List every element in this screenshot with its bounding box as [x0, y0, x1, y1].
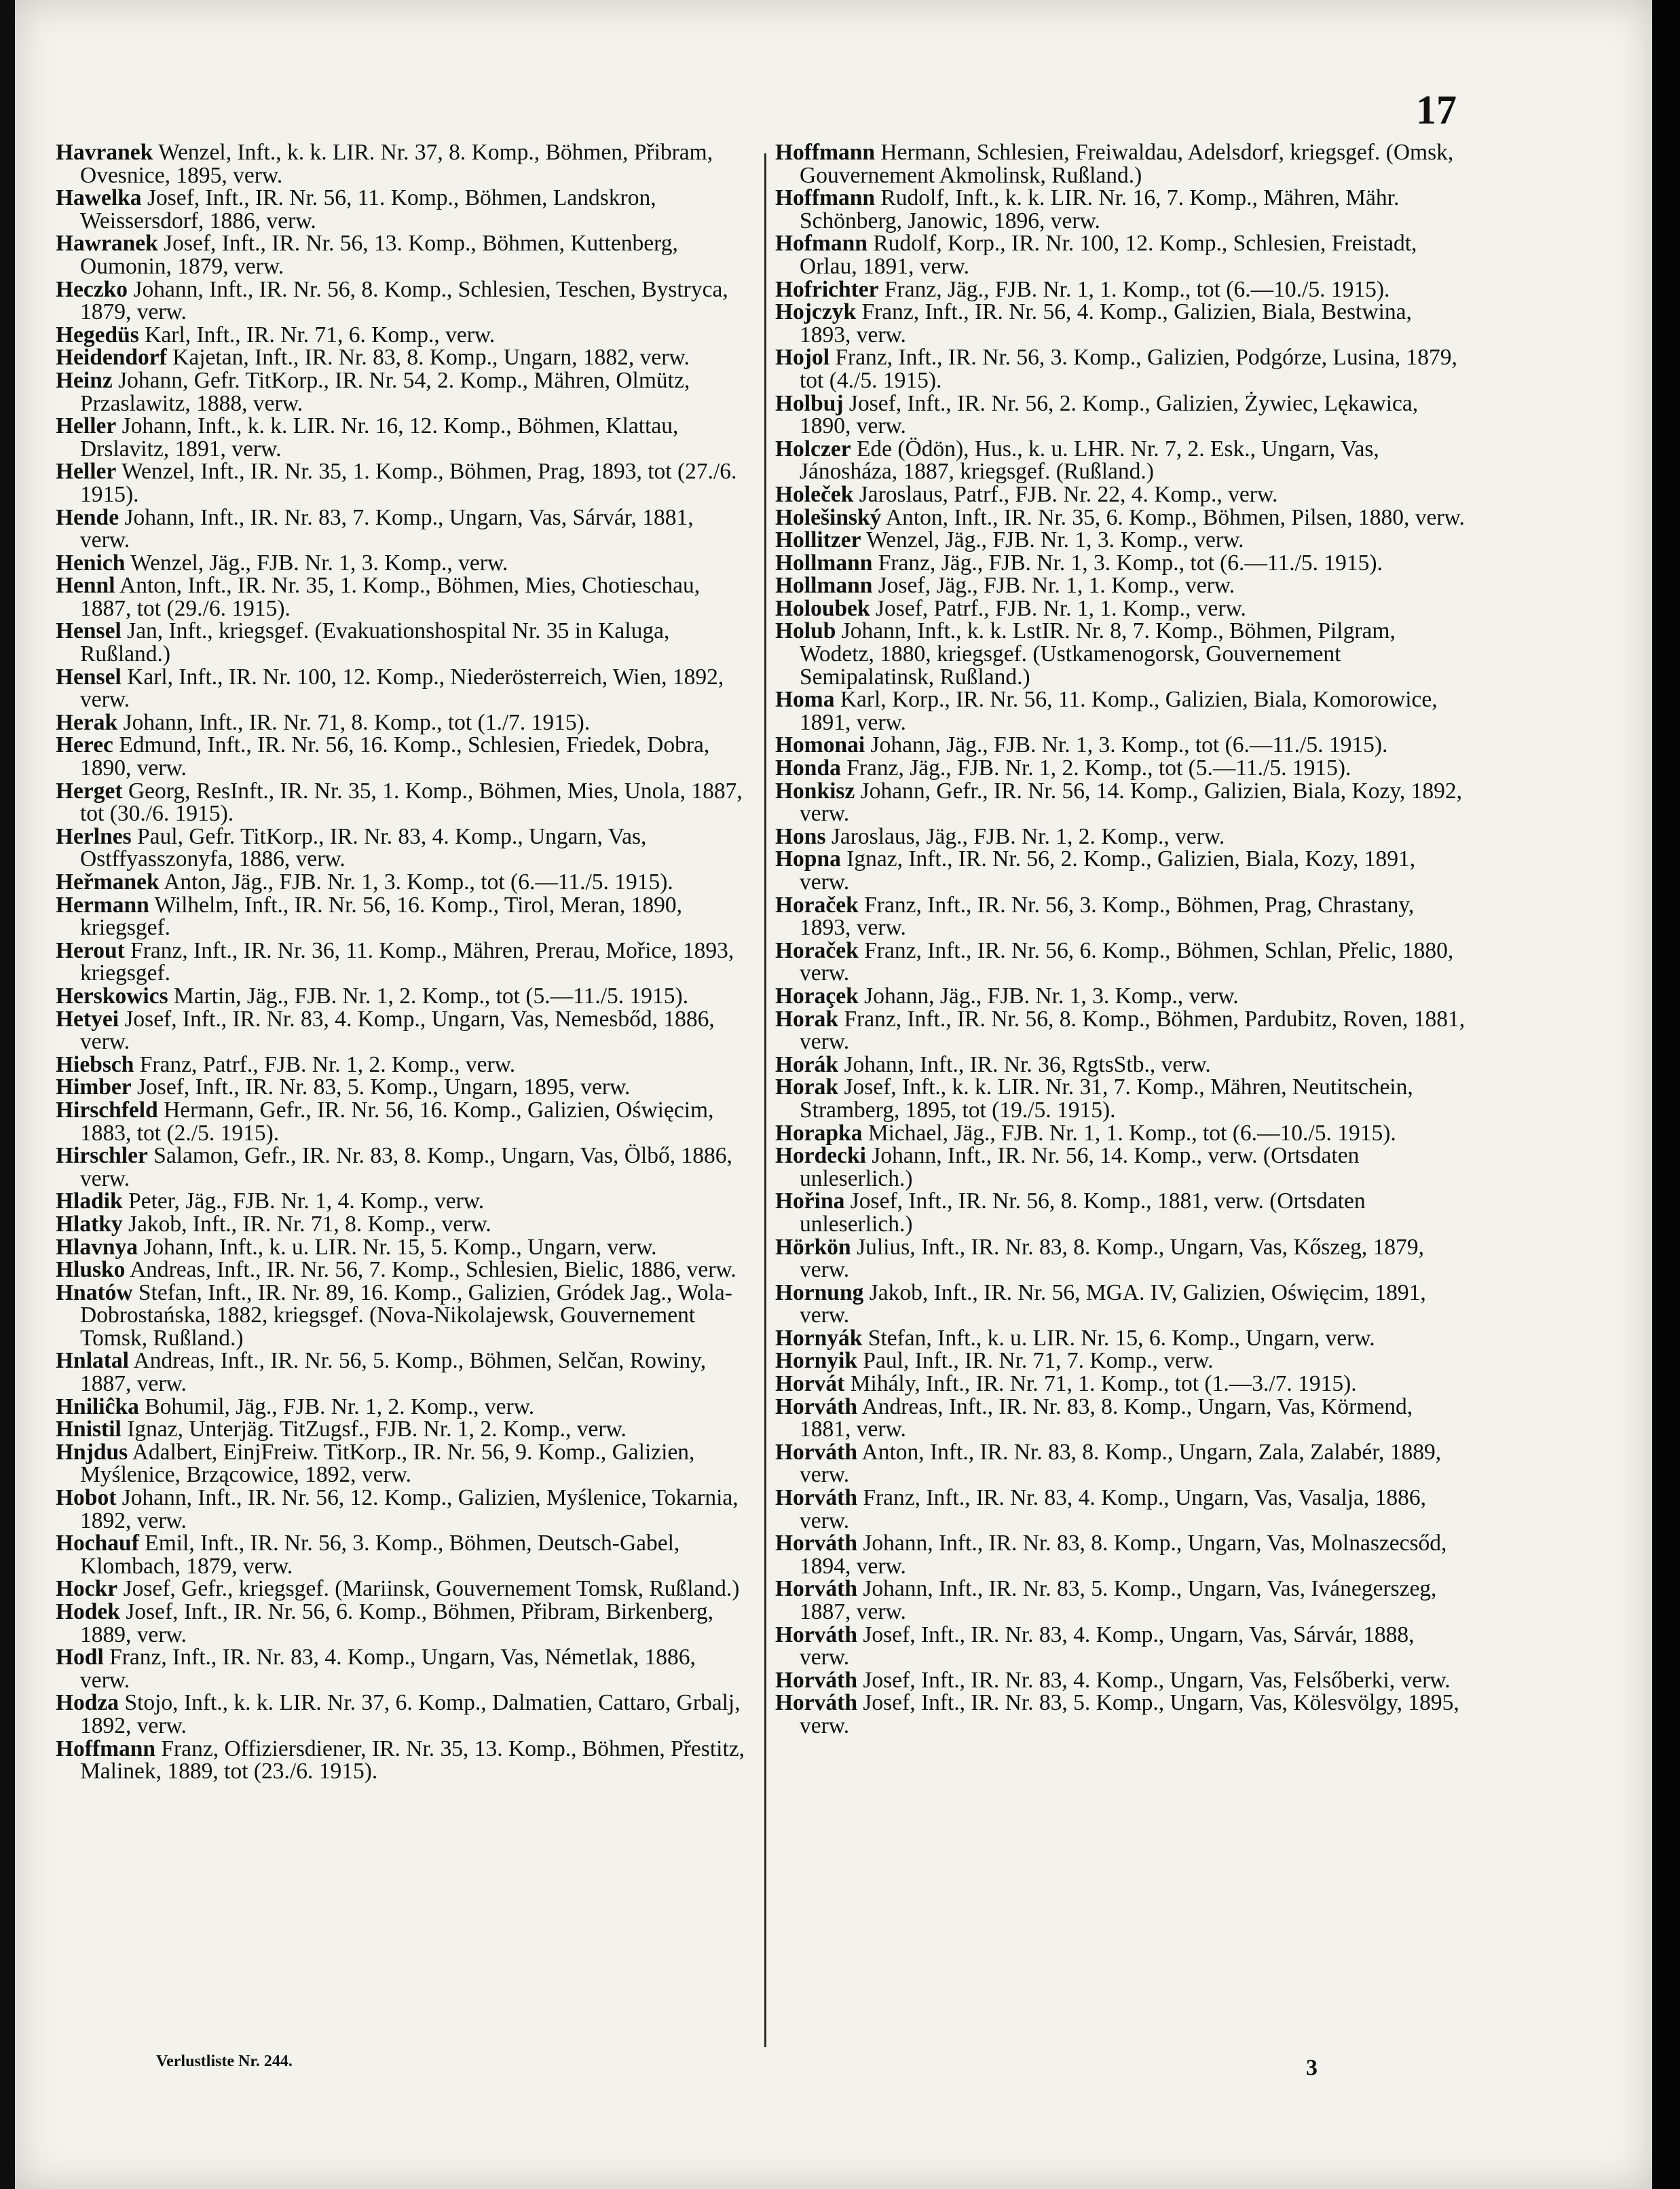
entry-details: Johann, Gefr., IR. Nr. 56, 14. Komp., Galizien, Biala, Kozy, 1892, verw. [800, 778, 1463, 827]
list-entry [56, 1646, 748, 1691]
entry-surname: Horváth [775, 1690, 857, 1716]
list-entry [56, 141, 748, 187]
list-entry [56, 1418, 748, 1441]
entry-details: Josef, Patrf., FJB. Nr. 1, 1. Komp., verw. [876, 595, 1246, 621]
list-entry [775, 1236, 1468, 1281]
entry-surname: Horak [775, 1074, 839, 1100]
entry-details: Karl, Korp., IR. Nr. 56, 11. Komp., Galizien, Biala, Komorowice, 1891, verw. [800, 687, 1438, 735]
entry-surname: Homonai [775, 732, 865, 758]
entry-details: Franz, Inft., IR. Nr. 56, 8. Komp., Böhmen, Pardubitz, Roven, 1881, verw. [800, 1006, 1466, 1055]
list-entry [56, 552, 748, 575]
entry-surname: Hnlatal [56, 1348, 129, 1374]
entry-details: Kajetan, Inft., IR. Nr. 83, 8. Komp., Ungarn, 1882, verw. [172, 345, 690, 371]
entry-surname: Havranek [56, 140, 153, 165]
list-entry [775, 1122, 1468, 1145]
footer-signature-mark: 3 [1306, 2055, 1318, 2080]
entry-details: Emil, Inft., IR. Nr. 56, 3. Komp., Böhmen, Deutsch-Gabel, Klombach, 1879, verw. [80, 1531, 680, 1579]
list-entry [56, 1441, 748, 1486]
list-entry [775, 483, 1468, 506]
entry-surname: Hodza [56, 1690, 119, 1716]
entry-surname: Hollitzer [775, 527, 861, 553]
entry-details: Franz, Inft., IR. Nr. 83, 4. Komp., Ungarn, Vas, Vasalja, 1886, verw. [800, 1485, 1426, 1533]
entry-surname: Horaçek [775, 983, 859, 1009]
entry-surname: Hoffmann [56, 1736, 156, 1761]
entry-details: Anton, Jäg., FJB. Nr. 1, 3. Komp., tot (6.—11./5. 1915). [164, 869, 673, 895]
entry-details: Stefan, Inft., k. u. LIR. Nr. 15, 6. Komp., Ungarn, verw. [867, 1325, 1375, 1351]
list-entry [56, 734, 748, 779]
entry-surname: Hordecki [775, 1143, 866, 1169]
entry-surname: Hojczyk [775, 299, 857, 325]
entry-details: Franz, Inft., IR. Nr. 83, 4. Komp., Ungarn, Vas, Németlak, 1886, verw. [80, 1645, 696, 1693]
entry-surname: Hopna [775, 846, 841, 872]
entry-details: Josef, Inft., IR. Nr. 83, 5. Komp., Ungarn, Vas, Kölesvölgy, 1895, verw. [800, 1690, 1459, 1738]
list-entry [56, 369, 748, 415]
entry-details: Stefan, Inft., IR. Nr. 89, 16. Komp., Galizien, Gródek Jag., Wola-Dobrostańska, 1882, kriegsgef. (Nova-Nikolajewsk, Gouvernement Tomsk, Rußland.) [80, 1279, 732, 1351]
entry-surname: Hollmann [775, 573, 873, 599]
entry-surname: Horapka [775, 1120, 863, 1146]
entry-surname: Hnatów [56, 1279, 133, 1305]
entry-details: Karl, Inft., IR. Nr. 71, 6. Komp., verw. [145, 322, 496, 348]
entry-surname: Herout [56, 937, 125, 963]
entry-details: Bohumil, Jäg., FJB. Nr. 1, 2. Komp., verw. [145, 1393, 535, 1419]
entry-details: Johann, Inft., IR. Nr. 83, 7. Komp., Ungarn, Vas, Sárvár, 1881, verw. [80, 504, 694, 553]
entry-details: Josef, Inft., IR. Nr. 83, 4. Komp., Ungarn, Vas, Sárvár, 1888, verw. [800, 1622, 1415, 1670]
entry-details: Johann, Inft., IR. Nr. 36, RgtsStb., verw. [844, 1051, 1211, 1077]
list-entry [56, 460, 748, 506]
entry-surname: Hiebsch [56, 1051, 134, 1077]
entry-surname: Hodl [56, 1645, 104, 1670]
entry-surname: Horváth [775, 1485, 857, 1511]
entry-surname: Hojol [775, 345, 830, 371]
list-entry [775, 1486, 1468, 1532]
entry-details: Wenzel, Inft., k. k. LIR. Nr. 37, 8. Komp., Böhmen, Přibram, Ovesnice, 1895, verw. [80, 140, 713, 188]
list-entry [775, 1327, 1468, 1350]
list-entry [775, 141, 1468, 187]
entry-details: Wenzel, Inft., IR. Nr. 35, 1. Komp., Böhmen, Prag, 1893, tot (27./6. 1915). [80, 459, 737, 507]
entry-details: Jaroslaus, Patrf., FJB. Nr. 22, 4. Komp., verw. [859, 481, 1278, 507]
entry-details: Andreas, Inft., IR. Nr. 56, 7. Komp., Schlesien, Bielic, 1886, verw. [129, 1257, 736, 1283]
list-entry [775, 939, 1468, 985]
entry-details: Julius, Inft., IR. Nr. 83, 8. Komp., Ungarn, Vas, Kőszeg, 1879, verw. [800, 1234, 1424, 1283]
entry-details: Johann, Inft., IR. Nr. 56, 8. Komp., Schlesien, Teschen, Bystryca, 1879, verw. [80, 276, 728, 325]
entry-details: Andreas, Inft., IR. Nr. 56, 5. Komp., Böhmen, Selčan, Rowiny, 1887, verw. [80, 1348, 707, 1397]
entry-details: Josef, Jäg., FJB. Nr. 1, 1. Komp., verw. [878, 573, 1235, 599]
entry-surname: Honda [775, 755, 841, 781]
list-entry [775, 688, 1468, 734]
entry-surname: Hochauf [56, 1531, 139, 1556]
entry-surname: Hockr [56, 1576, 118, 1602]
list-entry [775, 278, 1468, 301]
list-entry [56, 1486, 748, 1532]
entry-details: Johann, Jäg., FJB. Nr. 1, 3. Komp., verw. [864, 983, 1239, 1009]
entry-surname: Honkisz [775, 778, 855, 804]
entry-surname: Hollmann [775, 550, 873, 576]
entry-details: Franz, Patrf., FJB. Nr. 1, 2. Komp., verw. [139, 1051, 516, 1077]
entry-details: Johann, Inft., k. u. LIR. Nr. 15, 5. Komp., Ungarn, verw. [143, 1234, 657, 1260]
list-entry [775, 894, 1468, 939]
list-entry [56, 985, 748, 1008]
entry-surname: Horváth [775, 1576, 857, 1602]
entry-surname: Horaček [775, 892, 859, 918]
entry-details: Jakob, Inft., IR. Nr. 56, MGA. IV, Galizien, Oświęcim, 1891, verw. [800, 1279, 1426, 1328]
list-entry [56, 232, 748, 278]
entry-details: Johann, Inft., IR. Nr. 83, 8. Komp., Ungarn, Vas, Molnaszecsőd, 1894, verw. [800, 1531, 1447, 1579]
list-entry [56, 1577, 748, 1601]
entry-details: Wilhelm, Inft., IR. Nr. 56, 16. Komp., Tirol, Meran, 1890, kriegsgef. [80, 892, 683, 941]
list-entry [56, 1008, 748, 1053]
list-entry [775, 757, 1468, 780]
entry-surname: Heidendorf [56, 345, 167, 371]
list-entry [56, 1281, 748, 1350]
list-entry [56, 1601, 748, 1646]
list-entry [775, 529, 1468, 552]
list-entry [56, 1258, 748, 1281]
entry-surname: Horaček [775, 937, 859, 963]
list-entry [56, 894, 748, 939]
entry-details: Josef, Inft., IR. Nr. 56, 8. Komp., 1881, verw. (Ortsdaten unleserlich.) [800, 1189, 1366, 1237]
entry-details: Jan, Inft., kriegsgef. (Evakuationshospital Nr. 35 in Kaluga, Rußland.) [80, 618, 670, 667]
entry-surname: Hegedüs [56, 322, 139, 348]
list-entry [56, 939, 748, 985]
entry-details: Paul, Gefr. TitKorp., IR. Nr. 83, 4. Komp., Ungarn, Vas, Ostffyasszonyfa, 1886, verw. [80, 823, 647, 872]
entry-details: Josef, Inft., IR. Nr. 56, 13. Komp., Böhmen, Kuttenberg, Oumonin, 1879, verw. [80, 231, 678, 279]
list-entry [775, 780, 1468, 825]
entry-details: Karl, Inft., IR. Nr. 100, 12. Komp., Niederösterreich, Wien, 1892, verw. [80, 664, 724, 713]
list-entry [56, 1738, 748, 1783]
entry-details: Rudolf, Korp., IR. Nr. 100, 12. Komp., Schlesien, Freistadt, Orlau, 1891, verw. [800, 231, 1417, 279]
entry-details: Franz, Inft., IR. Nr. 56, 3. Komp., Böhmen, Prag, Chrastany, 1893, verw. [800, 892, 1415, 941]
entry-details: Paul, Inft., IR. Nr. 71, 7. Komp., verw. [863, 1348, 1214, 1374]
page-number: 17 [1416, 88, 1457, 132]
right-column [775, 141, 1468, 1738]
entry-surname: Holub [775, 618, 836, 644]
list-entry [56, 825, 748, 871]
entry-details: Franz, Jäg., FJB. Nr. 1, 1. Komp., tot (6.—10./5. 1915). [884, 276, 1390, 302]
entry-surname: Hawelka [56, 185, 142, 211]
entry-details: Johann, Jäg., FJB. Nr. 1, 3. Komp., tot (6.—11./5. 1915). [870, 732, 1388, 758]
entry-details: Wenzel, Jäg., FJB. Nr. 1, 3. Komp., verw. [130, 550, 508, 576]
entry-details: Edmund, Inft., IR. Nr. 56, 16. Komp., Schlesien, Friedek, Dobra, 1890, verw. [80, 732, 710, 781]
entry-surname: Hornyik [775, 1348, 857, 1374]
entry-surname: Homa [775, 687, 835, 713]
list-entry [775, 1577, 1468, 1623]
entry-surname: Horváth [775, 1531, 857, 1556]
list-entry [775, 848, 1468, 893]
entry-surname: Heinz [56, 367, 113, 393]
list-entry [56, 1213, 748, 1236]
entry-surname: Hirschler [56, 1143, 148, 1169]
list-entry [775, 1281, 1468, 1327]
entry-details: Josef, Inft., IR. Nr. 83, 5. Komp., Ungarn, 1895, verw. [137, 1074, 631, 1100]
list-entry [56, 324, 748, 347]
list-entry [775, 1190, 1468, 1235]
entry-details: Franz, Offiziersdiener, IR. Nr. 35, 13. Komp., Böhmen, Přestitz, Malinek, 1889, tot (23./6. 1915). [80, 1736, 745, 1784]
entry-details: Franz, Inft., IR. Nr. 56, 6. Komp., Böhmen, Schlan, Přelic, 1880, verw. [800, 937, 1454, 986]
entry-details: Franz, Inft., IR. Nr. 36, 11. Komp., Mähren, Prerau, Mořice, 1893, kriegsgef. [80, 937, 734, 986]
list-entry [775, 506, 1468, 529]
list-entry [56, 1099, 748, 1144]
entry-details: Johann, Inft., IR. Nr. 56, 12. Komp., Galizien, Myślenice, Tokarnia, 1892, verw. [80, 1485, 739, 1533]
list-entry [775, 574, 1468, 597]
entry-surname: Hons [775, 823, 826, 849]
entry-surname: Hennl [56, 573, 115, 599]
list-entry [56, 1349, 748, 1395]
entry-details: Mihály, Inft., IR. Nr. 71, 1. Komp., tot (1.—3./7. 1915). [850, 1371, 1357, 1397]
column-divider [764, 153, 766, 2047]
entry-surname: Henich [56, 550, 126, 576]
entry-surname: Heřmanek [56, 869, 160, 895]
entry-surname: Herskowics [56, 983, 168, 1009]
list-entry [56, 1076, 748, 1099]
entry-surname: Horváth [775, 1622, 857, 1647]
entry-details: Andreas, Inft., IR. Nr. 83, 8. Komp., Ungarn, Vas, Körmend, 1881, verw. [800, 1393, 1413, 1442]
list-entry [775, 232, 1468, 278]
list-entry [775, 825, 1468, 848]
entry-surname: Holbuj [775, 390, 844, 416]
scan-edge [1652, 0, 1680, 2189]
list-entry [775, 1008, 1468, 1053]
entry-details: Josef, Inft., IR. Nr. 83, 4. Komp., Ungarn, Vas, Nemesbőd, 1886, verw. [80, 1006, 715, 1055]
list-entry [775, 1669, 1468, 1692]
list-entry [775, 1349, 1468, 1372]
entry-surname: Hofrichter [775, 276, 879, 302]
entry-details: Adalbert, EinjFreiw. TitKorp., IR. Nr. 56, 9. Komp., Galizien, Myślenice, Brzącowice, 1892, verw. [80, 1439, 695, 1488]
entry-details: Johann, Gefr. TitKorp., IR. Nr. 54, 2. Komp., Mähren, Olmütz, Przaslawitz, 1888, verw. [80, 367, 690, 416]
entry-details: Jaroslaus, Jäg., FJB. Nr. 1, 2. Komp., verw. [831, 823, 1225, 849]
entry-details: Jakob, Inft., IR. Nr. 71, 8. Komp., verw. [128, 1211, 491, 1237]
entry-surname: Hoffmann [775, 140, 876, 165]
entry-details: Ignaz, Inft., IR. Nr. 56, 2. Komp., Galizien, Biala, Kozy, 1891, verw. [800, 846, 1416, 895]
list-entry [56, 1393, 748, 1419]
entry-details: Josef, Inft., IR. Nr. 83, 4. Komp., Ungarn, Vas, Felsőberki, verw. [863, 1667, 1451, 1693]
entry-surname: Hladik [56, 1189, 123, 1214]
list-entry [56, 711, 748, 734]
entry-surname: Hlavnya [56, 1234, 138, 1260]
entry-surname: Herget [56, 778, 123, 804]
entry-details: Johann, Inft., k. k. LIR. Nr. 16, 12. Komp., Böhmen, Klattau, Drslavitz, 1891, verw. [80, 413, 679, 462]
list-entry [775, 1624, 1468, 1669]
entry-surname: Horváth [775, 1439, 857, 1465]
list-entry [56, 780, 748, 825]
entry-details: Stojo, Inft., k. k. LIR. Nr. 37, 6. Komp., Dalmatien, Cattaro, Grbalj, 1892, verw. [80, 1690, 741, 1738]
entry-surname: Hörkön [775, 1234, 851, 1260]
entry-surname: Heller [56, 413, 117, 439]
entry-details: Franz, Jäg., FJB. Nr. 1, 3. Komp., tot (6.—11./5. 1915). [878, 550, 1383, 576]
entry-surname: Hende [56, 504, 119, 530]
entry-surname: Hořina [775, 1189, 845, 1214]
entry-surname: Hniliĉka [56, 1393, 139, 1419]
entry-surname: Hoffmann [775, 185, 876, 211]
entry-surname: Horak [775, 1006, 839, 1032]
entry-details: Rudolf, Inft., k. k. LIR. Nr. 16, 7. Komp., Mähren, Mähr. Schönberg, Janowic, 1896, verw. [800, 185, 1400, 233]
list-entry [56, 871, 748, 894]
entry-surname: Heczko [56, 276, 128, 302]
entry-details: Josef, Inft., IR. Nr. 56, 6. Komp., Böhmen, Přibram, Birkenberg, 1889, verw. [80, 1599, 713, 1647]
entry-details: Ede (Ödön), Hus., k. u. LHR. Nr. 7, 2. Esk., Ungarn, Vas, Jánosháza, 1887, kriegsgef. (Rußland.) [800, 436, 1379, 485]
list-entry [56, 1053, 748, 1077]
entry-surname: Hirschfeld [56, 1097, 158, 1123]
entry-surname: Himber [56, 1074, 132, 1100]
list-entry [775, 985, 1468, 1008]
list-entry [56, 278, 748, 324]
list-entry [56, 574, 748, 620]
list-entry [56, 506, 748, 552]
list-entry [775, 1393, 1468, 1442]
entry-surname: Holoubek [775, 595, 870, 621]
list-entry [775, 1532, 1468, 1577]
entry-details: Franz, Inft., IR. Nr. 56, 4. Komp., Galizien, Biala, Bestwina, 1893, verw. [800, 299, 1412, 348]
list-entry [775, 552, 1468, 575]
entry-details: Josef, Inft., IR. Nr. 56, 11. Komp., Böhmen, Landskron, Weissersdorf, 1886, verw. [80, 185, 656, 233]
entry-surname: Horvát [775, 1371, 845, 1397]
entry-surname: Herlnes [56, 823, 132, 849]
list-entry [56, 1532, 748, 1577]
entry-details: Martin, Jäg., FJB. Nr. 1, 2. Komp., tot (5.—11./5. 1915). [174, 983, 689, 1009]
list-entry [56, 1236, 748, 1259]
list-entry [775, 1441, 1468, 1486]
list-entry [775, 1053, 1468, 1077]
entry-surname: Horváth [775, 1667, 857, 1693]
entry-surname: Hensel [56, 664, 122, 690]
list-entry [56, 1691, 748, 1737]
list-entry [775, 1372, 1468, 1396]
list-entry [775, 438, 1468, 483]
entry-details: Josef, Inft., k. k. LIR. Nr. 31, 7. Komp., Mähren, Neutitschein, Stramberg, 1895, tot (19./5. 1915). [800, 1074, 1413, 1123]
list-entry [775, 1691, 1468, 1737]
entry-details: Johann, Inft., k. k. LstIR. Nr. 8, 7. Komp., Böhmen, Pilgram, Wodetz, 1880, kriegsgef. (Ustkamenogorsk, Gouvernement Semipalatinsk, Rußland.) [800, 618, 1396, 690]
list-entry [56, 415, 748, 460]
entry-details: Wenzel, Jäg., FJB. Nr. 1, 3. Komp., verw. [866, 527, 1244, 553]
entry-surname: Horák [775, 1051, 839, 1077]
entry-surname: Holczer [775, 436, 851, 462]
entry-surname: Hermann [56, 892, 149, 918]
entry-surname: Holešinský [775, 504, 882, 530]
entry-surname: Hlatky [56, 1211, 123, 1237]
entry-surname: Heller [56, 459, 117, 485]
entry-details: Josef, Gefr., kriegsgef. (Mariinsk, Gouvernement Tomsk, Rußland.) [123, 1576, 740, 1602]
entry-surname: Herec [56, 732, 113, 758]
entry-details: Anton, Inft., IR. Nr. 83, 8. Komp., Ungarn, Zala, Zalabér, 1889, verw. [800, 1439, 1442, 1488]
entry-details: Josef, Inft., IR. Nr. 56, 2. Komp., Galizien, Żywiec, Lękawica, 1890, verw. [800, 390, 1419, 439]
entry-details: Anton, Inft., IR. Nr. 35, 6. Komp., Böhmen, Pilsen, 1880, verw. [885, 504, 1465, 530]
entry-surname: Hornung [775, 1279, 864, 1305]
list-entry [775, 187, 1468, 232]
list-entry [775, 1144, 1468, 1190]
list-entry [775, 734, 1468, 757]
entry-details: Franz, Inft., IR. Nr. 56, 3. Komp., Galizien, Podgórze, Lusina, 1879, tot (4./5. 1915). [800, 345, 1457, 393]
entry-surname: Hetyei [56, 1006, 119, 1032]
entry-surname: Holeček [775, 481, 854, 507]
list-entry [56, 187, 748, 232]
list-entry [775, 597, 1468, 620]
list-entry [775, 346, 1468, 392]
list-entry [775, 301, 1468, 346]
list-entry [775, 620, 1468, 688]
footer-list-number: Verlustliste Nr. 244. [156, 2053, 293, 2070]
entry-details: Anton, Inft., IR. Nr. 35, 1. Komp., Böhmen, Mies, Chotieschau, 1887, tot (29./6. 1915). [80, 573, 701, 621]
entry-surname: Hlusko [56, 1257, 126, 1283]
entry-surname: Hornyák [775, 1325, 863, 1351]
list-entry [56, 666, 748, 711]
entry-surname: Hnistil [56, 1417, 122, 1442]
entry-details: Franz, Jäg., FJB. Nr. 1, 2. Komp., tot (5.—11./5. 1915). [846, 755, 1351, 781]
list-entry [56, 1144, 748, 1190]
entry-surname: Herak [56, 709, 118, 735]
entry-details: Johann, Inft., IR. Nr. 56, 14. Komp., verw. (Ortsdaten unleserlich.) [800, 1143, 1360, 1191]
entry-details: Johann, Inft., IR. Nr. 71, 8. Komp., tot (1./7. 1915). [123, 709, 591, 735]
entry-surname: Hofmann [775, 231, 867, 257]
entry-surname: Horváth [775, 1393, 857, 1419]
entry-details: Ignaz, Unterjäg. TitZugsf., FJB. Nr. 1, 2. Komp., verw. [127, 1417, 627, 1442]
list-entry [56, 346, 748, 369]
entry-surname: Hnjdus [56, 1439, 128, 1465]
entry-details: Salamon, Gefr., IR. Nr. 83, 8. Komp., Ungarn, Vas, Ölbő, 1886, verw. [80, 1143, 732, 1191]
left-column [56, 141, 748, 1783]
entry-details: Georg, ResInft., IR. Nr. 35, 1. Komp., Böhmen, Mies, Unola, 1887, tot (30./6. 1915). [80, 778, 743, 827]
entry-surname: Hobot [56, 1485, 117, 1511]
entry-surname: Hodek [56, 1599, 120, 1624]
entry-surname: Hawranek [56, 231, 158, 257]
list-entry [56, 1190, 748, 1213]
list-entry [775, 392, 1468, 438]
entry-details: Peter, Jäg., FJB. Nr. 1, 4. Komp., verw. [128, 1189, 485, 1214]
list-entry [56, 620, 748, 665]
entry-details: Hermann, Gefr., IR. Nr. 56, 16. Komp., Galizien, Oświęcim, 1883, tot (2./5. 1915). [80, 1097, 714, 1146]
entry-details: Michael, Jäg., FJB. Nr. 1, 1. Komp., tot (6.—10./5. 1915). [867, 1120, 1396, 1146]
entry-details: Johann, Inft., IR. Nr. 83, 5. Komp., Ungarn, Vas, Ivánegerszeg, 1887, verw. [800, 1576, 1437, 1624]
entry-details: Hermann, Schlesien, Freiwaldau, Adelsdorf, kriegsgef. (Omsk, Gouvernement Akmolinsk, Rußland.) [800, 140, 1454, 188]
entry-surname: Hensel [56, 618, 122, 644]
list-entry [775, 1076, 1468, 1121]
